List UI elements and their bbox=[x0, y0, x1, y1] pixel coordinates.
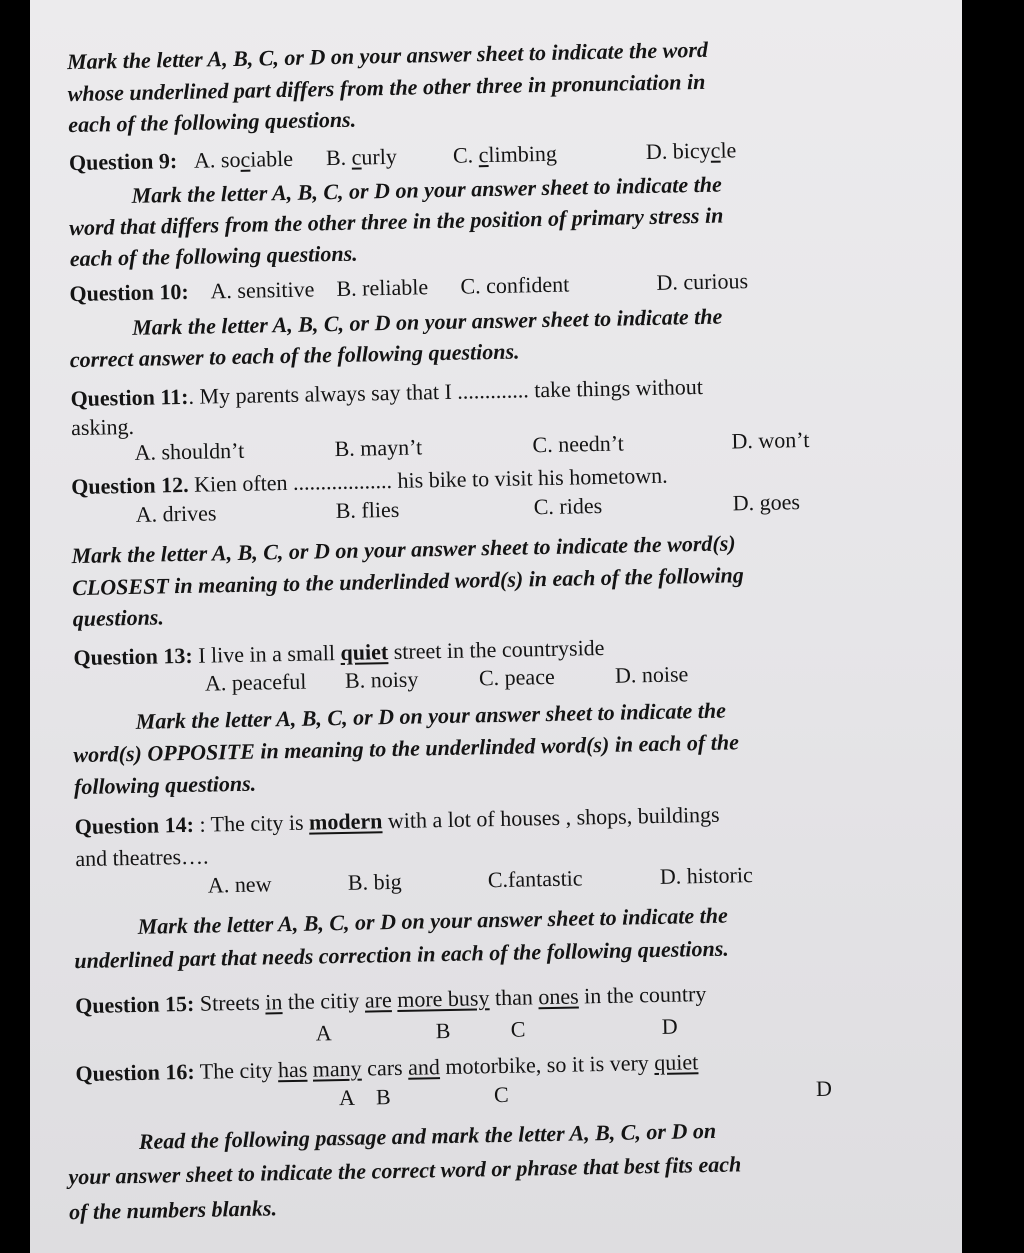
q11-option-a: A. shouldn’t bbox=[134, 437, 245, 465]
instruction-line: word(s) OPPOSITE in meaning to the underlinded word(s) in each of the bbox=[73, 729, 740, 768]
question-label: Question 11 bbox=[70, 384, 182, 412]
q9-option-c: C. climbing bbox=[452, 140, 558, 168]
q12-option-d: D. goes bbox=[732, 489, 801, 516]
q13-option-a: A. peaceful bbox=[204, 668, 307, 696]
instruction-line: underlined part that needs correction in each of the following questions. bbox=[74, 935, 730, 974]
question-label: Question 10 bbox=[69, 278, 182, 307]
part-letter-b: B bbox=[435, 1017, 451, 1044]
question-label: Question 14 bbox=[74, 811, 187, 840]
part-letter-c: C bbox=[510, 1016, 526, 1042]
q13-option-b: B. noisy bbox=[344, 666, 419, 693]
q13-option-c: C. peace bbox=[478, 663, 555, 691]
instruction-line: word that differs from the other three in the position of primary stress in bbox=[69, 202, 724, 241]
q9-option-a: A. sociable bbox=[193, 145, 294, 173]
instruction-line: your answer sheet to indicate the correct word or phrase that best fits each bbox=[68, 1151, 742, 1190]
q12-option-a: A. drives bbox=[135, 500, 217, 527]
underlined-word: modern bbox=[308, 808, 383, 835]
q12-option-c: C. rides bbox=[533, 492, 603, 520]
q14-option-a: A. new bbox=[207, 871, 272, 898]
q12-option-b: B. flies bbox=[335, 496, 400, 524]
part-letter-d: D bbox=[661, 1013, 678, 1039]
underlined-part-b: many bbox=[312, 1055, 362, 1082]
instruction-line: Mark the letter A, B, C, or D on your answer sheet to indicate the bbox=[137, 902, 729, 939]
exam-content bbox=[30, 0, 962, 1253]
question-stem-continued: and theatres…. bbox=[75, 843, 209, 872]
instruction-line: each of the following questions. bbox=[68, 106, 357, 138]
q10-option-c: C. confident bbox=[460, 271, 570, 299]
underlined-part-d: quiet bbox=[654, 1049, 699, 1076]
instruction-line: Mark the letter A, B, C, or D on your answer sheet to indicate the word(s) bbox=[71, 530, 736, 569]
q13-option-d: D. noise bbox=[614, 661, 689, 688]
question-11: Question 11:. My parents always say that I ............. take things without bbox=[70, 373, 704, 412]
instruction-line: whose underlined part differs from the other three in pronunciation in bbox=[67, 68, 706, 107]
question-label: Question 16 bbox=[75, 1059, 188, 1087]
part-letter-a: A bbox=[315, 1020, 332, 1046]
instruction-line: correct answer to each of the following questions. bbox=[69, 338, 520, 373]
q14-option-d: D. historic bbox=[659, 862, 753, 889]
underlined-word: quiet bbox=[340, 639, 389, 665]
question-15: Question 15: Streets in the citiy are more busy than ones in the country bbox=[74, 981, 707, 1019]
question-10: Question 10: bbox=[69, 278, 189, 307]
q11-option-b: B. mayn’t bbox=[334, 434, 423, 462]
instruction-line: Mark the letter A, B, C, or D on your answer sheet to indicate the bbox=[135, 697, 727, 734]
underlined-part-c: more busy bbox=[396, 985, 490, 1012]
q10-option-a: A. sensitive bbox=[210, 276, 315, 304]
q9-option-b: B. curly bbox=[325, 143, 398, 171]
underlined-part-b: are bbox=[364, 987, 392, 1013]
q14-option-c: C.fantastic bbox=[487, 865, 583, 893]
q11-option-d: D. won’t bbox=[731, 426, 810, 454]
part-letter-b: B bbox=[375, 1084, 391, 1110]
instruction-line: questions. bbox=[72, 604, 165, 632]
part-letter-a: A bbox=[338, 1084, 356, 1111]
question-label: Question 13 bbox=[73, 642, 186, 671]
instruction-line: of the numbers blanks. bbox=[68, 1195, 278, 1225]
part-letter-c: C bbox=[493, 1081, 509, 1108]
instruction-line: following questions. bbox=[73, 770, 257, 800]
q9-option-d: D. bicycle bbox=[645, 137, 737, 165]
instruction-line: CLOSEST in meaning to the underlinded word(s) in each of the following bbox=[71, 562, 745, 601]
instruction-line: Read the following passage and mark the letter A, B, C, or D on bbox=[138, 1117, 717, 1154]
question-label: Question 9 bbox=[68, 148, 171, 176]
question-stem: Kien often .................. his bike to visit his hometown. bbox=[188, 462, 668, 497]
exam-paper bbox=[30, 0, 962, 1253]
q14-option-b: B. big bbox=[347, 868, 402, 895]
question-16: Question 16: The city has many cars and motorbike, so it is very quiet bbox=[75, 1049, 699, 1087]
underlined-part-d: ones bbox=[538, 983, 579, 1010]
instruction-line: each of the following questions. bbox=[69, 240, 358, 272]
question-label: Question 12. bbox=[70, 471, 189, 500]
instruction-line: Mark the letter A, B, C, or D on your answer sheet to indicate the bbox=[131, 303, 723, 340]
underlined-part-a: has bbox=[277, 1056, 308, 1083]
underlined-part-c: and bbox=[407, 1054, 441, 1080]
q10-option-d: D. curious bbox=[656, 268, 749, 295]
question-stem-continued: asking. bbox=[70, 413, 135, 441]
question-label: Question 15 bbox=[74, 991, 188, 1019]
question-stem: . My parents always say that I ............. take things without bbox=[188, 373, 704, 409]
underlined-part-a: in bbox=[265, 989, 283, 1015]
part-letter-d: D bbox=[815, 1075, 833, 1101]
instruction-line: Mark the letter A, B, C, or D on your answer sheet to indicate the bbox=[131, 171, 722, 208]
q11-option-c: C. needn’t bbox=[532, 430, 624, 458]
question-9: Question 9: bbox=[68, 148, 178, 176]
q10-option-b: B. reliable bbox=[336, 274, 429, 301]
question-13: Question 13: I live in a small quiet street in the countryside bbox=[73, 634, 605, 671]
instruction-line: Mark the letter A, B, C, or D on your answer sheet to indicate the word bbox=[66, 36, 709, 75]
question-14: Question 14: : The city is modern with a lot of houses , shops, buildings bbox=[74, 801, 720, 840]
